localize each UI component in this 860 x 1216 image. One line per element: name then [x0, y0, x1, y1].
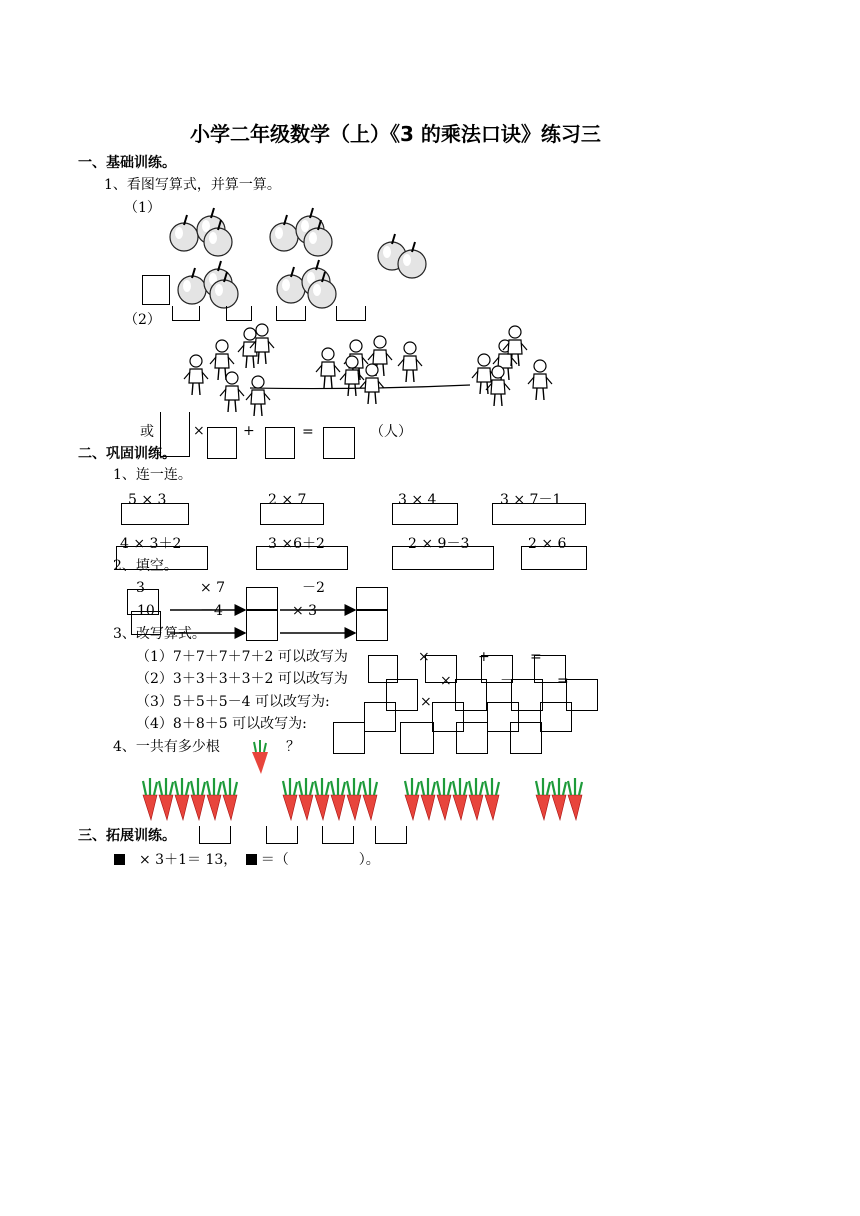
match-top-4-text: 3 × 7－1 [500, 492, 562, 508]
match-top-3-text: 3 × 4 [398, 492, 437, 508]
unit-label: （人） [370, 424, 412, 440]
rewrite-1-plus: + [478, 649, 490, 665]
page-title: 小学二年级数学（上）《3 的乘法口诀》练习三 [190, 122, 601, 146]
carrot-icon [405, 778, 419, 820]
match-bottom-1-text: 4 × 3＋2 [120, 536, 182, 552]
carrot-icon [175, 778, 189, 820]
black-square-icon [114, 854, 125, 865]
or-label: 或 [140, 424, 154, 440]
plus-sign: + [243, 423, 255, 439]
carrot-icon [469, 778, 483, 820]
rewrite-1-times: × [418, 649, 430, 665]
rewrite-1-equals: = [530, 649, 542, 665]
carrot-icon [363, 778, 377, 820]
black-square-icon [246, 854, 257, 865]
section-1-heading: 一、基础训练。 [78, 155, 176, 171]
rewrite-2-minus: － [500, 673, 514, 689]
rewrite-2-equals: = [557, 673, 569, 689]
carrot-icon [315, 778, 329, 820]
carrot-icon [437, 778, 451, 820]
chain-op-4: × 3 [292, 603, 318, 619]
carrot-icon [485, 778, 499, 820]
carrot-icon [453, 778, 467, 820]
carrot-bracket-1[interactable] [199, 826, 231, 844]
part-1-label: （1） [124, 200, 161, 216]
match-top-1-text: 5 × 3 [128, 492, 167, 508]
carrot-icon [421, 778, 435, 820]
carrot-icon [552, 778, 566, 820]
chain-start-1-text: 3 [136, 580, 145, 596]
extension-expr-c: ）。 [358, 852, 380, 868]
question-2-3: 3、改写算式。 [113, 626, 206, 642]
chain-start-2-text: 10 [137, 603, 155, 619]
carrot-icon [536, 778, 550, 820]
carrot-bracket-3[interactable] [322, 826, 354, 844]
rewrite-3-times: × [420, 694, 432, 710]
rewrite-2: （2）3＋3＋3＋3＋2 可以改写为 [136, 671, 348, 687]
section-3-heading: 三、拓展训练。 [78, 828, 176, 844]
carrot-icon [159, 778, 173, 820]
carrot-icon [283, 778, 297, 820]
carrot-bracket-2[interactable] [266, 826, 298, 844]
carrot-icon [207, 778, 221, 820]
carrot-icon [568, 778, 582, 820]
extension-expression [114, 852, 380, 868]
question-2-4-end: ？ [286, 739, 300, 755]
extension-expr-a: × 3＋1＝ 13， [139, 852, 238, 868]
question-2-1: 1、连一连。 [113, 467, 192, 483]
extension-expr-b: ＝（ [260, 852, 289, 868]
rewrite-4: （4）8＋8＋5 可以改写为: [136, 716, 307, 732]
rewrite-2-times: × [440, 673, 452, 689]
match-bottom-2-text: 3 ×6＋2 [268, 536, 325, 552]
carrot-icon [191, 778, 205, 820]
part-2-label: （2） [124, 312, 161, 328]
question-2-4: 4、一共有多少根 [113, 739, 220, 755]
times-sign: × [193, 423, 205, 439]
carrot-bracket-4[interactable] [375, 826, 407, 844]
question-2-2: 2、填空。 [113, 558, 178, 574]
question-1-1: 1、看图写算式，并算一算。 [104, 177, 281, 193]
equals-sign: = [302, 424, 314, 440]
carrot-icon [347, 778, 361, 820]
chain-op-1: × 7 [200, 580, 226, 596]
match-bottom-3-text: 2 × 9－3 [408, 536, 470, 552]
chain-op-2: －4 [200, 603, 223, 619]
carrot-icon [223, 778, 237, 820]
rewrite-1: （1）7＋7＋7＋7＋2 可以改写为 [136, 649, 348, 665]
section-2-heading: 二、巩固训练。 [78, 446, 176, 462]
match-bottom-4-text: 2 × 6 [528, 536, 567, 552]
rewrite-3: （3）5＋5＋5－4 可以改写为: [136, 694, 330, 710]
carrot-icon [143, 778, 157, 820]
carrot-icon [299, 778, 313, 820]
match-top-2-text: 2 × 7 [268, 492, 307, 508]
carrot-icon [331, 778, 345, 820]
chain-op-3: －2 [302, 580, 325, 596]
